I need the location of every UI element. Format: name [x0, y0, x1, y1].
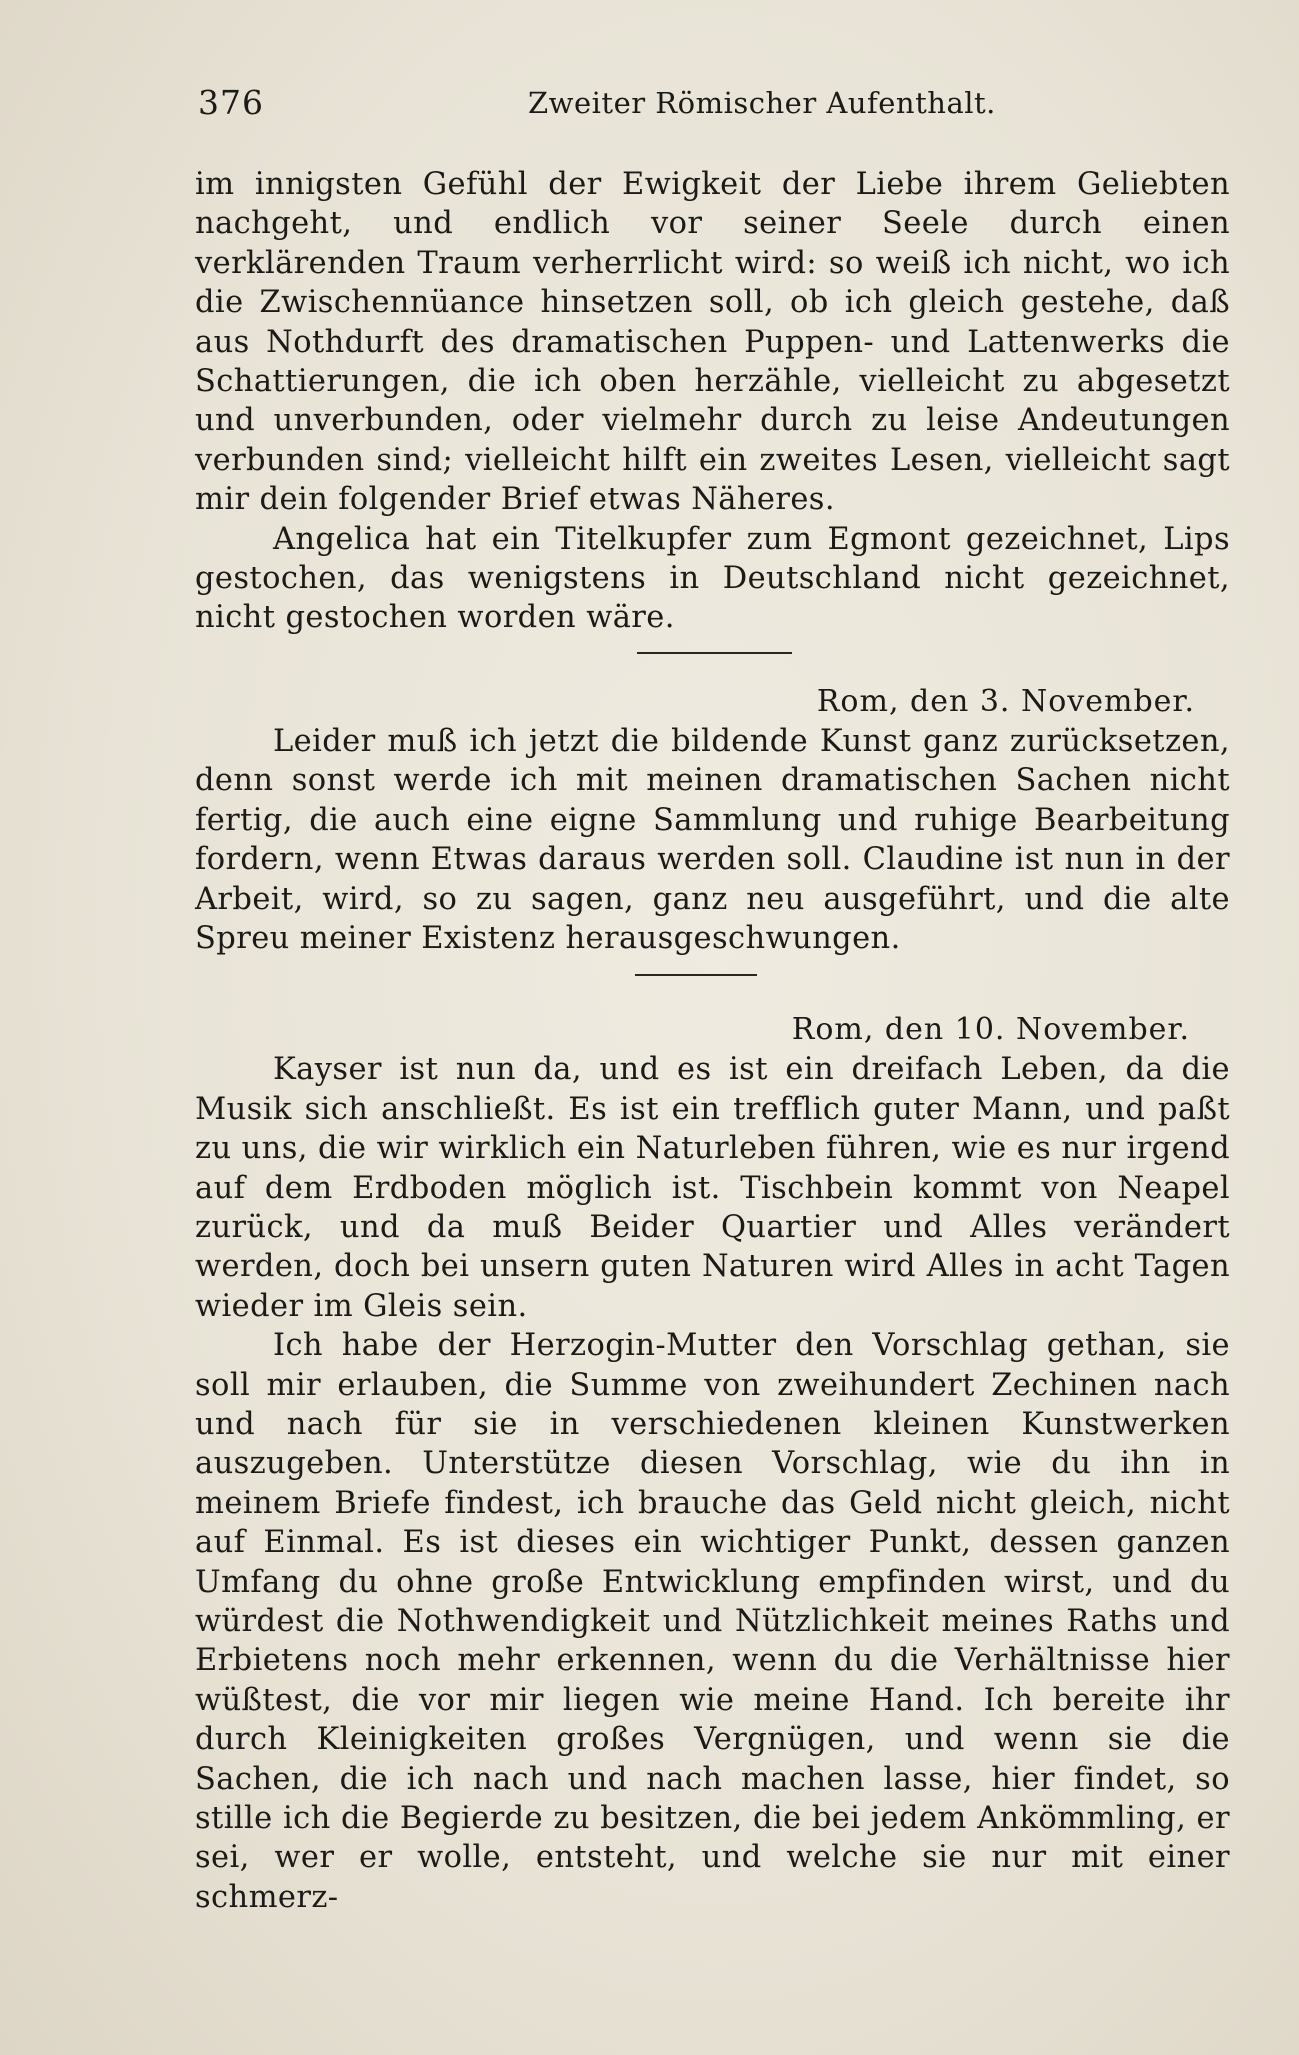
section-divider: [195, 638, 1230, 670]
dateline-3-november: Rom, den 3. November.: [816, 683, 1195, 719]
section-divider: [195, 958, 1230, 1000]
page-number: 376: [198, 83, 264, 122]
dateline-10-november: Rom, den 10. November.: [791, 1012, 1190, 1048]
paragraph-claudine: Leider muß ich jetzt die bildende Kunst ganz zurücksetzen, denn sonst werde ich mit meinen dramatischen Sachen nicht fertig, die auch eine eigne Sammlung und ruhige Bearbeitung fordern, wenn Etwas daraus werden soll. Claudine ist nun in der Arbeit, wird, so zu sagen, ganz neu ausgeführt, und die alte Spreu meiner Existenz herausgeschwungen.: [195, 723, 1230, 956]
body-text: [195, 165, 1230, 1917]
paragraph-angelica: Angelica hat ein Titelkupfer zum Egmont gezeichnet, Lips gestochen, das wenigstens in Deutschland nicht gezeichnet, nicht gestochen worden wäre.: [195, 521, 1230, 636]
page-header: [198, 78, 1198, 128]
running-title: Zweiter Römischer Aufenthalt.: [528, 86, 996, 120]
paragraph-continuation: im innigsten Gefühl der Ewigkeit der Liebe ihrem Geliebten nachgeht, und endlich vor seiner Seele durch einen verklärenden Traum verherrlicht wird: so weiß ich nicht, wo ich die Zwischennüance hinsetzen soll, ob ich gleich gestehe, daß aus Nothdurft des dramatischen Puppen- und Lattenwerks die Schattierungen, die ich oben herzähle, vielleicht zu abgesetzt und unverbunden, oder vielmehr durch zu leise Andeutungen verbunden sind; vielleicht hilft ein zweites Lesen, vielleicht sagt mir dein folgender Brief etwas Näheres.: [195, 167, 1230, 518]
paragraph-kayser: Kayser ist nun da, und es ist ein dreifach Leben, da die Musik sich anschließt. Es ist ein trefflich guter Mann, und paßt zu uns, die wir wirklich ein Naturleben führen, wie es nur irgend auf dem Erdboden möglich ist. Tischbein kommt von Neapel zurück, und da muß Beider Quartier und Alles verändert werden, doch bei unsern guten Naturen wird Alles in acht Tagen wieder im Gleis sein.: [195, 1052, 1230, 1324]
paragraph-herzogin: Ich habe der Herzogin-Mutter den Vorschlag gethan, sie soll mir erlauben, die Summe von zweihundert Zechinen nach und nach für sie in verschiedenen kleinen Kunstwerken auszugeben. Unterstütze diesen Vorschlag, wie du ihn in meinem Briefe findest, ich brauche das Geld nicht gleich, nicht auf Einmal. Es ist dieses ein wichtiger Punkt, dessen ganzen Umfang du ohne große Entwicklung empfinden wirst, und du würdest die Nothwendigkeit und Nützlichkeit meines Raths und Erbietens noch mehr erkennen, wenn du die Verhältnisse hier wüßtest, die vor mir liegen wie meine Hand. Ich bereite ihr durch Kleinigkeiten großes Vergnügen, und wenn sie die Sachen, die ich nach und nach machen lasse, hier findet, so stille ich die Begierde zu besitzen, die bei jedem Ankömmling, er sei, wer er wolle, entsteht, und welche sie nur mit einer schmerz-: [195, 1328, 1230, 1915]
